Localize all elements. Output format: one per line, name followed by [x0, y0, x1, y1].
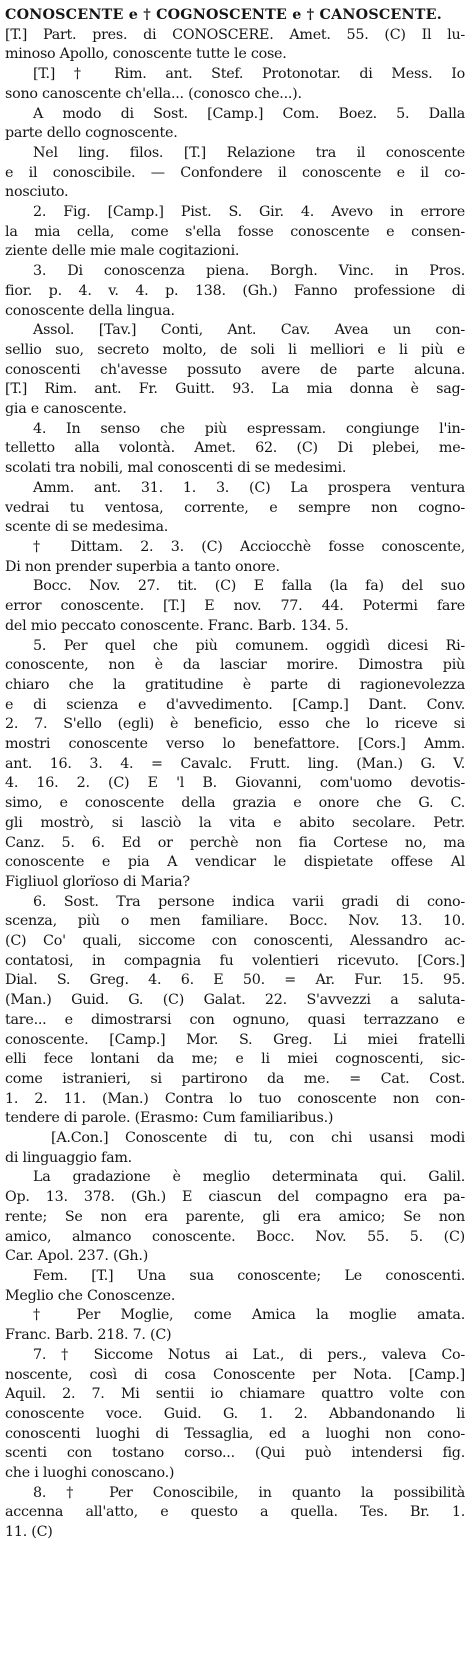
- entry-line: contatosi, in compagnia fu volentieri ricevuto. [Cors.]: [5, 952, 465, 969]
- entry-line: 4. 16. 2. (C) E 'l B. Giovanni, com'uomo devotis-: [5, 775, 465, 792]
- entry-line: Amm. ant. 31. 1. 3. (C) La prospera ventura: [33, 479, 465, 496]
- entry-line: Franc. Barb. 218. 7. (C): [5, 1327, 172, 1344]
- entry-line: del mio peccato conoscente. Franc. Barb. 134. 5.: [5, 617, 349, 634]
- entry-line: [T.] Rim. ant. Fr. Guitt. 93. La mia donna è sag-: [5, 381, 465, 398]
- entry-line: simo, e conoscente della grazia e onore che G. C.: [5, 795, 465, 812]
- entry-line: tare... e dimostrarsi con ognuno, quasi terrazzano e: [5, 1011, 465, 1028]
- entry-line: minoso Apollo, conoscente tutte le cose.: [5, 46, 287, 63]
- entry-line: 3. Di conoscenza piena. Borgh. Vinc. in Pros.: [33, 263, 465, 280]
- entry-line: 7. † Siccome Notus ai Lat., di pers., valeva Co-: [33, 1346, 465, 1363]
- entry-line: 2. Fig. [Camp.] Pist. S. Gir. 4. Avevo in errore: [33, 204, 465, 221]
- entry-line: Nel ling. filos. [T.] Relazione tra il conoscente: [33, 144, 465, 161]
- dictionary-entry: [5, 6, 465, 1543]
- entry-line: ant. 16. 3. 4. = Cavalc. Frutt. ling. (Man.) G. V.: [5, 755, 465, 772]
- entry-line: † Dittam. 2. 3. (C) Acciocchè fosse conoscente,: [33, 538, 465, 555]
- entry-headword: CONOSCENTE e † COGNOSCENTE e † CANOSCENTE.: [5, 7, 442, 23]
- entry-line: noscente, così di cosa Conoscente per Nota. [Camp.]: [5, 1366, 465, 1383]
- entry-line: Op. 13. 378. (Gh.) E ciascun del compagno era pa-: [5, 1189, 465, 1206]
- entry-line: (C) Co' quali, siccome con conoscenti, Alessandro ac-: [5, 933, 465, 950]
- entry-line: ziente delle mie male cogitazioni.: [5, 243, 240, 260]
- entry-line: conoscente voce. Guid. G. 1. 2. Abbandonando li: [5, 1405, 465, 1422]
- entry-line: conoscenti ch'avesse possuto avere de parte alcuna.: [5, 361, 465, 378]
- entry-line: conoscente e pia A vendicar le dispietate offese Al: [5, 854, 465, 871]
- entry-line: sellio suo, secreto molto, de soli li melliori e li più e: [5, 341, 465, 358]
- entry-line: scolati tra nobili, mal conoscenti di se medesimi.: [5, 460, 347, 477]
- entry-line: [T.] Part. pres. di CONOSCERE. Amet. 55. (C) Il lu-: [5, 26, 465, 43]
- entry-line: gli mostrò, si lasciò la vita e abito secolare. Petr.: [5, 814, 465, 831]
- entry-line: 2. 7. S'ello (egli) è beneficio, esso che lo riceve si: [5, 716, 465, 733]
- entry-line: scente di se medesima.: [5, 519, 169, 536]
- entry-line: 11. (C): [5, 1524, 53, 1541]
- entry-line: fior. p. 4. v. 4. p. 138. (Gh.) Fanno professione di: [5, 282, 465, 299]
- entry-line: Canz. 5. 6. Ed or perchè non fia Cortese no, ma: [5, 834, 465, 851]
- entry-line: [T.] † Rim. ant. Stef. Protonotar. di Mess. Io: [33, 66, 465, 83]
- entry-line: scenza, più o men familiare. Bocc. Nov. 13. 10.: [5, 913, 465, 930]
- entry-line: Car. Apol. 237. (Gh.): [5, 1248, 149, 1265]
- entry-line: accenna all'atto, e questo a quella. Tes. Br. 1.: [5, 1504, 465, 1521]
- entry-line: Assol. [Tav.] Conti, Ant. Cav. Avea un con-: [33, 322, 465, 339]
- entry-line: chiaro che la gratitudine è parte di ragionevolezza: [5, 676, 465, 693]
- entry-line: vedrai tu ventosa, corrente, e sempre non cogno-: [5, 499, 465, 516]
- entry-line: Fem. [T.] Una sua conoscente; Le conoscenti.: [33, 1268, 465, 1284]
- entry-line: conoscente della lingua.: [5, 302, 175, 319]
- entry-line: conoscente. [Camp.] Mor. S. Greg. Li miei fratelli: [5, 1031, 465, 1048]
- entry-line: 4. In senso che più espressam. congiunge l'in-: [33, 420, 465, 437]
- entry-line: 5. Per quel che più comunem. oggidì dicesi Ri-: [33, 637, 465, 654]
- entry-line: e il conoscibile. — Confondere il conoscente e il co-: [5, 164, 465, 181]
- entry-line: amico, almanco conoscente. Bocc. Nov. 55. 5. (C): [5, 1228, 465, 1245]
- entry-line: 6. Sost. Tra persone indica varii gradi di cono-: [33, 893, 465, 910]
- entry-line: gia e canoscente.: [5, 401, 127, 418]
- entry-line: La gradazione è meglio determinata qui. Galil.: [33, 1169, 465, 1186]
- entry-line: Di non prender superbia a tanto onore.: [5, 558, 280, 575]
- entry-line: 8. † Per Conoscibile, in quanto la possibilità: [33, 1484, 465, 1501]
- entry-line: 1. 2. 11. (Man.) Contra lo tuo conoscente non con-: [5, 1090, 465, 1107]
- entry-line: nosciuto.: [5, 184, 69, 201]
- entry-line: conoscenti luoghi di Tessaglia, ed a luoghi non cono-: [5, 1425, 465, 1442]
- entry-line: A modo di Sost. [Camp.] Com. Boez. 5. Dalla: [33, 105, 465, 122]
- entry-line: Bocc. Nov. 27. tit. (C) E falla (la fa) del suo: [33, 578, 465, 595]
- entry-line: scenti con tostano corso... (Qui può intendersi fig.: [5, 1445, 465, 1462]
- entry-line: la mia cella, come s'ella fosse conoscente e consen-: [5, 223, 465, 240]
- entry-line: che i luoghi conoscano.): [5, 1465, 175, 1482]
- entry-line: parte dello cognoscente.: [5, 125, 178, 142]
- entry-line: Aquil. 2. 7. Mi sentii io chiamare quattro volte con: [5, 1386, 465, 1403]
- entry-line: [A.Con.] Conoscente di tu, con chi usansi modi: [51, 1130, 465, 1147]
- entry-line: tendere di parole. (Erasmo: Cum familiaribus.): [5, 1110, 334, 1127]
- entry-line: rente; Se non era parente, gli era amico; Se non: [5, 1208, 465, 1225]
- entry-line: mostri conoscente verso lo benefattore. [Cors.] Amm.: [5, 736, 465, 753]
- entry-line: elli fece lontani da me; e li miei cognoscenti, sic-: [5, 1051, 465, 1068]
- entry-line: Dial. S. Greg. 4. 6. E 50. = Ar. Fur. 15. 95.: [5, 972, 465, 989]
- entry-line: Figliuol glorïoso di Maria?: [5, 873, 190, 890]
- entry-line: sono canoscente ch'ella... (conosco che...).: [5, 85, 302, 102]
- entry-line: telletto alla volontà. Amet. 62. (C) Di plebei, me-: [5, 440, 465, 457]
- entry-line: error conoscente. [T.] E nov. 77. 44. Potermi fare: [5, 598, 465, 615]
- entry-line: Meglio che Conoscenze.: [5, 1287, 176, 1304]
- entry-line: come istranieri, si partirono da me. = Cat. Cost.: [5, 1070, 465, 1087]
- entry-line: di linguaggio fam.: [5, 1149, 132, 1166]
- entry-line: † Per Moglie, come Amica la moglie amata.: [33, 1307, 465, 1324]
- entry-line: conoscente, non è da lasciar morire. Dimostra più: [5, 657, 465, 674]
- entry-line: (Man.) Guid. G. (C) Galat. 22. S'avvezzi a saluta-: [5, 992, 465, 1009]
- entry-line: e di scienza e d'avvedimento. [Camp.] Dant. Conv.: [5, 696, 465, 713]
